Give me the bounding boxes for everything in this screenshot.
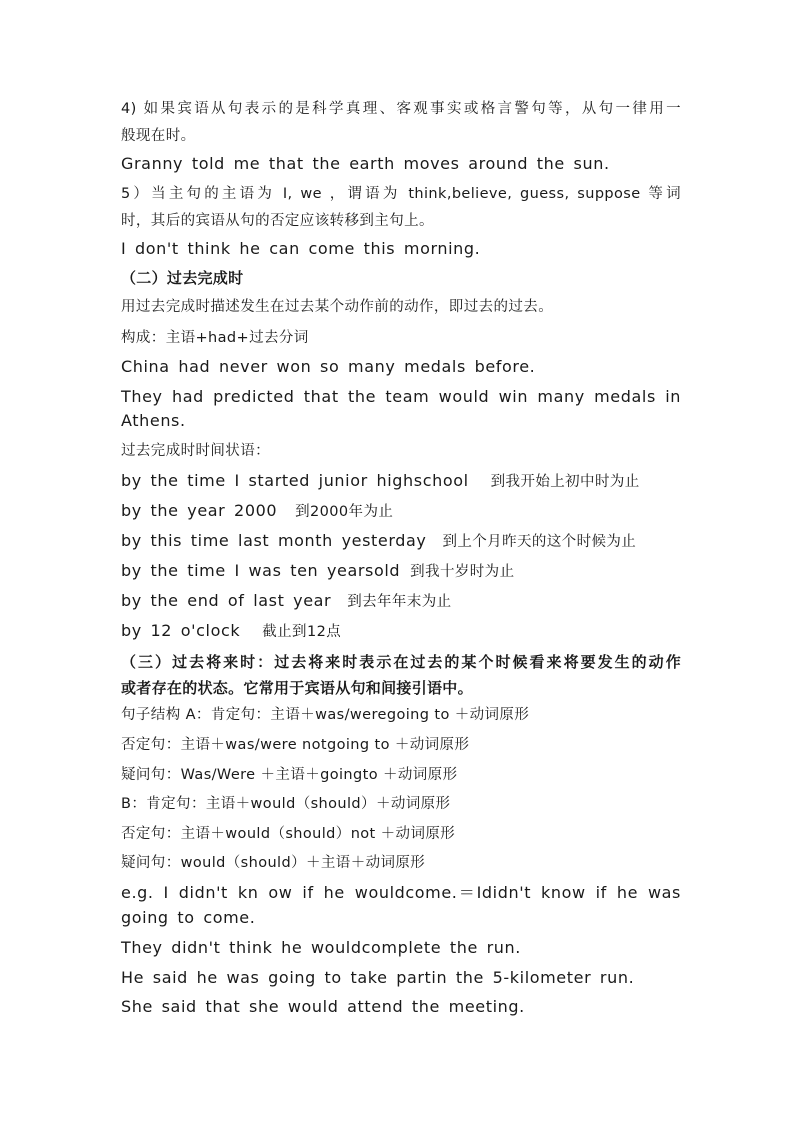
future-in-past-example1-line1: e.g. I didn't kn ow if he wouldcome.＝Ididn't know if he was [121,883,681,902]
adverbial-phrase: by 12 o'clock [121,621,241,640]
adverbial-meaning: 到我开始上初中时为止 [490,474,640,490]
past-perfect-example2-line2: Athens. [121,411,186,430]
structure-b-affirmative: B：肯定句：主语＋would（should）＋动词原形 [121,796,451,812]
structure-a-negative: 否定句：主语＋was/were notgoing to ＋动词原形 [121,737,470,753]
structure-b-negative: 否定句：主语＋would（should）not ＋动词原形 [121,826,456,842]
future-in-past-example4: She said that she would attend the meeting. [121,997,525,1016]
future-in-past-example3: He said he was going to take partin the 5-kilometer run. [121,968,635,987]
adverbial-meaning: 到我十岁时为止 [410,564,515,580]
adverbial-phrase: by this time last month yesterday [121,531,427,550]
adverbial-row [121,531,681,552]
future-in-past-example2: They didn't think he wouldcomplete the run. [121,938,521,957]
past-perfect-heading: （二）过去完成时 [121,269,244,287]
adverbial-row [121,621,681,642]
future-in-past-heading-line1: （三）过去将来时：过去将来时表示在过去的某个时候看来将要发生的动作 [121,653,681,671]
adverbial-meaning: 到2000年为止 [295,504,394,520]
past-perfect-structure: 构成：主语+had+过去分词 [121,330,309,346]
adverbial-row [121,561,681,582]
adverbial-meaning: 到去年年末为止 [347,594,452,610]
future-in-past-example1-line2: going to come. [121,908,256,927]
structure-b-question: 疑问句：would（should）＋主语＋动词原形 [121,855,426,871]
adverbials-title: 过去完成时时间状语： [121,443,270,459]
rule5-text-line1: 5）当主句的主语为 I, we ，谓语为 think,believe, guess, suppose 等词 [121,186,681,202]
adverbial-row [121,471,681,492]
adverbial-phrase: by the end of last year [121,591,332,610]
adverbial-meaning: 截止到12点 [262,624,342,640]
rule4-text-line1: 4) 如果宾语从句表示的是科学真理、客观事实或格言警句等，从句一律用一 [121,101,681,117]
structure-a-affirmative: 句子结构 A：肯定句：主语＋was/weregoing to ＋动词原形 [121,707,530,723]
past-perfect-example1: China had never won so many medals before. [121,357,536,376]
rule4-example: Granny told me that the earth moves around the sun. [121,154,610,173]
rule5-text-line2: 时，其后的宾语从句的否定应该转移到主句上。 [121,213,434,229]
rule5-example: I don't think he can come this morning. [121,239,481,258]
past-perfect-example2-line1: They had predicted that the team would win many medals in [121,387,681,406]
adverbial-phrase: by the year 2000 [121,501,278,520]
adverbial-row [121,501,681,522]
future-in-past-heading-line2: 或者存在的状态。它常用于宾语从句和间接引语中。 [121,679,473,697]
structure-a-question: 疑问句：Was/Were ＋主语＋goingto ＋动词原形 [121,767,458,783]
adverbial-phrase: by the time I started junior highschool [121,471,469,490]
past-perfect-definition: 用过去完成时描述发生在过去某个动作前的动作，即过去的过去。 [121,299,554,315]
adverbial-meaning: 到上个月昨天的这个时候为止 [442,534,637,550]
adverbial-phrase: by the time I was ten yearsold [121,561,401,580]
rule4-text-line2: 般现在时。 [121,128,196,144]
adverbial-row [121,591,681,612]
